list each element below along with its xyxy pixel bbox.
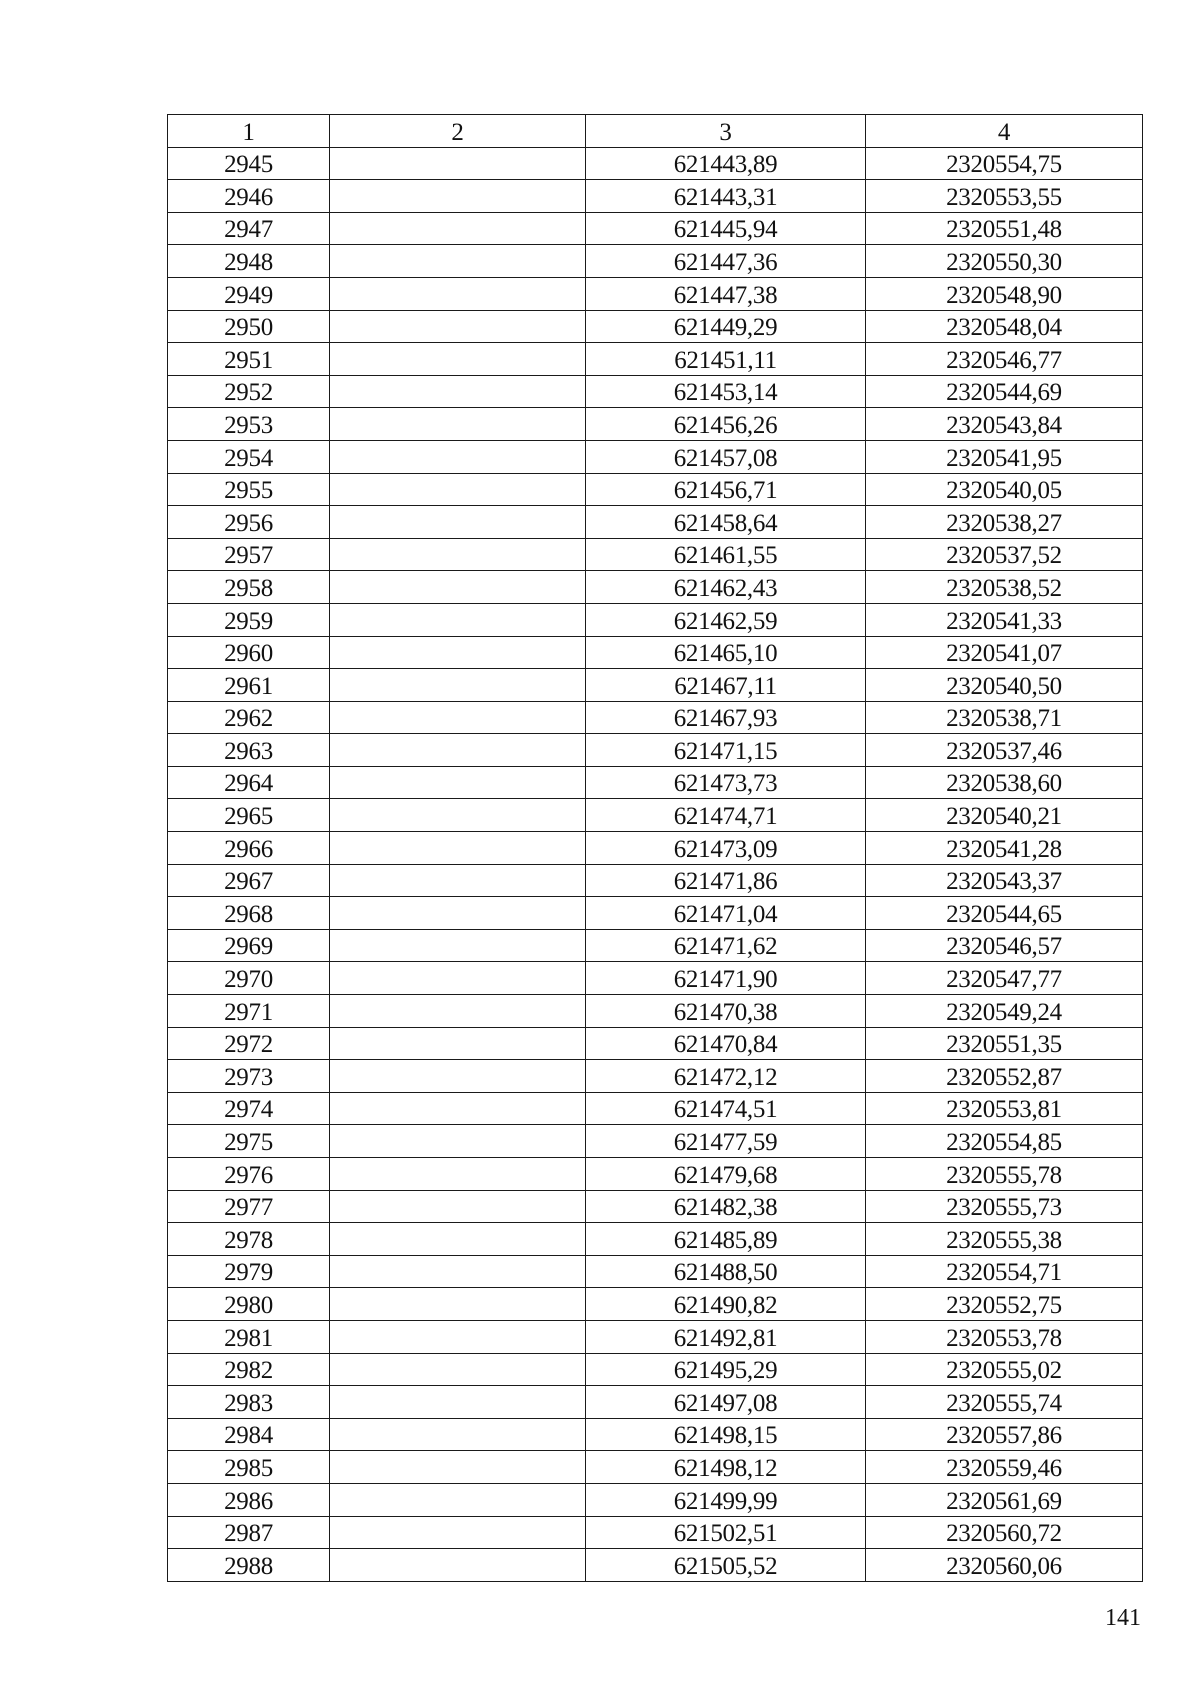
table-row	[168, 1125, 1143, 1158]
x-coordinate-cell: 621488,50	[586, 1255, 866, 1288]
point-number-cell: 2974	[168, 1092, 330, 1125]
empty-cell	[330, 245, 586, 278]
x-coordinate-cell: 621471,86	[586, 864, 866, 897]
table-row	[168, 1027, 1143, 1060]
x-coordinate-cell: 621473,73	[586, 766, 866, 799]
empty-cell	[330, 1092, 586, 1125]
y-coordinate-cell: 2320543,37	[866, 864, 1143, 897]
x-coordinate-cell: 621498,15	[586, 1418, 866, 1451]
empty-cell	[330, 212, 586, 245]
x-coordinate-cell: 621447,38	[586, 277, 866, 310]
table-row	[168, 245, 1143, 278]
point-number-cell: 2960	[168, 636, 330, 669]
empty-cell	[330, 147, 586, 180]
y-coordinate-cell: 2320538,71	[866, 701, 1143, 734]
table-row	[168, 929, 1143, 962]
table-row	[168, 1223, 1143, 1256]
empty-cell	[330, 669, 586, 702]
table-row	[168, 440, 1143, 473]
empty-cell	[330, 571, 586, 604]
y-coordinate-cell: 2320552,87	[866, 1060, 1143, 1093]
y-coordinate-cell: 2320544,65	[866, 897, 1143, 930]
y-coordinate-cell: 2320538,27	[866, 506, 1143, 539]
table-row	[168, 799, 1143, 832]
empty-cell	[330, 506, 586, 539]
table-row	[168, 147, 1143, 180]
point-number-cell: 2946	[168, 180, 330, 213]
y-coordinate-cell: 2320549,24	[866, 995, 1143, 1028]
y-coordinate-cell: 2320543,84	[866, 408, 1143, 441]
table-row	[168, 962, 1143, 995]
empty-cell	[330, 766, 586, 799]
y-coordinate-cell: 2320555,38	[866, 1223, 1143, 1256]
y-coordinate-cell: 2320555,73	[866, 1190, 1143, 1223]
y-coordinate-cell: 2320540,21	[866, 799, 1143, 832]
x-coordinate-cell: 621485,89	[586, 1223, 866, 1256]
table-row	[168, 995, 1143, 1028]
empty-cell	[330, 1516, 586, 1549]
empty-cell	[330, 277, 586, 310]
point-number-cell: 2987	[168, 1516, 330, 1549]
point-number-cell: 2961	[168, 669, 330, 702]
point-number-cell: 2973	[168, 1060, 330, 1093]
x-coordinate-cell: 621477,59	[586, 1125, 866, 1158]
x-coordinate-cell: 621471,04	[586, 897, 866, 930]
x-coordinate-cell: 621456,26	[586, 408, 866, 441]
empty-cell	[330, 734, 586, 767]
x-coordinate-cell: 621447,36	[586, 245, 866, 278]
empty-cell	[330, 864, 586, 897]
table-row	[168, 571, 1143, 604]
empty-cell	[330, 1190, 586, 1223]
y-coordinate-cell: 2320553,81	[866, 1092, 1143, 1125]
table-body	[168, 147, 1143, 1581]
x-coordinate-cell: 621474,71	[586, 799, 866, 832]
y-coordinate-cell: 2320540,50	[866, 669, 1143, 702]
point-number-cell: 2983	[168, 1386, 330, 1419]
empty-cell	[330, 1353, 586, 1386]
point-number-cell: 2953	[168, 408, 330, 441]
empty-cell	[330, 375, 586, 408]
y-coordinate-cell: 2320553,55	[866, 180, 1143, 213]
table-row	[168, 408, 1143, 441]
empty-cell	[330, 603, 586, 636]
table-row	[168, 1158, 1143, 1191]
table-row	[168, 1516, 1143, 1549]
x-coordinate-cell: 621471,15	[586, 734, 866, 767]
empty-cell	[330, 180, 586, 213]
point-number-cell: 2984	[168, 1418, 330, 1451]
empty-cell	[330, 897, 586, 930]
table-row	[168, 669, 1143, 702]
y-coordinate-cell: 2320548,04	[866, 310, 1143, 343]
column-header-2: 2	[330, 115, 586, 148]
y-coordinate-cell: 2320537,52	[866, 538, 1143, 571]
table-row	[168, 1451, 1143, 1484]
table-row	[168, 766, 1143, 799]
x-coordinate-cell: 621457,08	[586, 440, 866, 473]
x-coordinate-cell: 621505,52	[586, 1549, 866, 1582]
x-coordinate-cell: 621471,62	[586, 929, 866, 962]
point-number-cell: 2955	[168, 473, 330, 506]
table-row	[168, 1092, 1143, 1125]
point-number-cell: 2977	[168, 1190, 330, 1223]
empty-cell	[330, 1158, 586, 1191]
table-row	[168, 1288, 1143, 1321]
y-coordinate-cell: 2320538,60	[866, 766, 1143, 799]
point-number-cell: 2949	[168, 277, 330, 310]
point-number-cell: 2979	[168, 1255, 330, 1288]
y-coordinate-cell: 2320553,78	[866, 1320, 1143, 1353]
y-coordinate-cell: 2320541,33	[866, 603, 1143, 636]
point-number-cell: 2947	[168, 212, 330, 245]
point-number-cell: 2975	[168, 1125, 330, 1158]
point-number-cell: 2957	[168, 538, 330, 571]
empty-cell	[330, 1288, 586, 1321]
empty-cell	[330, 995, 586, 1028]
y-coordinate-cell: 2320547,77	[866, 962, 1143, 995]
point-number-cell: 2967	[168, 864, 330, 897]
page-number: 141	[1105, 1605, 1141, 1631]
empty-cell	[330, 1549, 586, 1582]
point-number-cell: 2978	[168, 1223, 330, 1256]
table-row	[168, 1353, 1143, 1386]
y-coordinate-cell: 2320541,28	[866, 832, 1143, 865]
y-coordinate-cell: 2320537,46	[866, 734, 1143, 767]
point-number-cell: 2966	[168, 832, 330, 865]
column-header-3: 3	[586, 115, 866, 148]
table-row	[168, 310, 1143, 343]
x-coordinate-cell: 621465,10	[586, 636, 866, 669]
point-number-cell: 2980	[168, 1288, 330, 1321]
table-row	[168, 1483, 1143, 1516]
y-coordinate-cell: 2320561,69	[866, 1483, 1143, 1516]
point-number-cell: 2985	[168, 1451, 330, 1484]
x-coordinate-cell: 621462,59	[586, 603, 866, 636]
y-coordinate-cell: 2320551,48	[866, 212, 1143, 245]
empty-cell	[330, 1483, 586, 1516]
point-number-cell: 2948	[168, 245, 330, 278]
point-number-cell: 2958	[168, 571, 330, 604]
point-number-cell: 2986	[168, 1483, 330, 1516]
column-header-4: 4	[866, 115, 1143, 148]
empty-cell	[330, 701, 586, 734]
y-coordinate-cell: 2320554,71	[866, 1255, 1143, 1288]
empty-cell	[330, 929, 586, 962]
table-row	[168, 375, 1143, 408]
y-coordinate-cell: 2320546,77	[866, 343, 1143, 376]
empty-cell	[330, 310, 586, 343]
point-number-cell: 2972	[168, 1027, 330, 1060]
table-row	[168, 343, 1143, 376]
table-row	[168, 1418, 1143, 1451]
table-row	[168, 1320, 1143, 1353]
table-row	[168, 701, 1143, 734]
header-row	[168, 115, 1143, 148]
point-number-cell: 2956	[168, 506, 330, 539]
table-row	[168, 473, 1143, 506]
empty-cell	[330, 538, 586, 571]
empty-cell	[330, 408, 586, 441]
y-coordinate-cell: 2320560,06	[866, 1549, 1143, 1582]
y-coordinate-cell: 2320538,52	[866, 571, 1143, 604]
point-number-cell: 2952	[168, 375, 330, 408]
y-coordinate-cell: 2320555,74	[866, 1386, 1143, 1419]
x-coordinate-cell: 621472,12	[586, 1060, 866, 1093]
y-coordinate-cell: 2320550,30	[866, 245, 1143, 278]
table-row	[168, 864, 1143, 897]
point-number-cell: 2951	[168, 343, 330, 376]
y-coordinate-cell: 2320557,86	[866, 1418, 1143, 1451]
y-coordinate-cell: 2320560,72	[866, 1516, 1143, 1549]
x-coordinate-cell: 621473,09	[586, 832, 866, 865]
x-coordinate-cell: 621470,38	[586, 995, 866, 1028]
empty-cell	[330, 1027, 586, 1060]
table-row	[168, 1060, 1143, 1093]
table-row	[168, 506, 1143, 539]
y-coordinate-cell: 2320544,69	[866, 375, 1143, 408]
x-coordinate-cell: 621467,11	[586, 669, 866, 702]
x-coordinate-cell: 621492,81	[586, 1320, 866, 1353]
y-coordinate-cell: 2320548,90	[866, 277, 1143, 310]
x-coordinate-cell: 621474,51	[586, 1092, 866, 1125]
point-number-cell: 2988	[168, 1549, 330, 1582]
point-number-cell: 2968	[168, 897, 330, 930]
y-coordinate-cell: 2320541,95	[866, 440, 1143, 473]
point-number-cell: 2950	[168, 310, 330, 343]
point-number-cell: 2976	[168, 1158, 330, 1191]
empty-cell	[330, 1125, 586, 1158]
table-row	[168, 1190, 1143, 1223]
empty-cell	[330, 1223, 586, 1256]
point-number-cell: 2963	[168, 734, 330, 767]
table-header	[168, 115, 1143, 148]
y-coordinate-cell: 2320559,46	[866, 1451, 1143, 1484]
point-number-cell: 2982	[168, 1353, 330, 1386]
empty-cell	[330, 1255, 586, 1288]
x-coordinate-cell: 621462,43	[586, 571, 866, 604]
y-coordinate-cell: 2320551,35	[866, 1027, 1143, 1060]
point-number-cell: 2964	[168, 766, 330, 799]
x-coordinate-cell: 621479,68	[586, 1158, 866, 1191]
coordinates-table	[167, 114, 1143, 1582]
empty-cell	[330, 1451, 586, 1484]
column-header-1: 1	[168, 115, 330, 148]
x-coordinate-cell: 621443,89	[586, 147, 866, 180]
table-row	[168, 1549, 1143, 1582]
x-coordinate-cell: 621490,82	[586, 1288, 866, 1321]
point-number-cell: 2965	[168, 799, 330, 832]
y-coordinate-cell: 2320554,75	[866, 147, 1143, 180]
x-coordinate-cell: 621482,38	[586, 1190, 866, 1223]
x-coordinate-cell: 621451,11	[586, 343, 866, 376]
empty-cell	[330, 962, 586, 995]
point-number-cell: 2954	[168, 440, 330, 473]
table-row	[168, 538, 1143, 571]
x-coordinate-cell: 621470,84	[586, 1027, 866, 1060]
y-coordinate-cell: 2320555,02	[866, 1353, 1143, 1386]
y-coordinate-cell: 2320546,57	[866, 929, 1143, 962]
table-row	[168, 603, 1143, 636]
x-coordinate-cell: 621456,71	[586, 473, 866, 506]
table-row	[168, 832, 1143, 865]
point-number-cell: 2971	[168, 995, 330, 1028]
table-row	[168, 1386, 1143, 1419]
table-row	[168, 180, 1143, 213]
x-coordinate-cell: 621499,99	[586, 1483, 866, 1516]
point-number-cell: 2970	[168, 962, 330, 995]
x-coordinate-cell: 621453,14	[586, 375, 866, 408]
empty-cell	[330, 1418, 586, 1451]
y-coordinate-cell: 2320552,75	[866, 1288, 1143, 1321]
empty-cell	[330, 473, 586, 506]
x-coordinate-cell: 621445,94	[586, 212, 866, 245]
table-row	[168, 212, 1143, 245]
point-number-cell: 2959	[168, 603, 330, 636]
table-row	[168, 277, 1143, 310]
point-number-cell: 2981	[168, 1320, 330, 1353]
x-coordinate-cell: 621497,08	[586, 1386, 866, 1419]
x-coordinate-cell: 621502,51	[586, 1516, 866, 1549]
x-coordinate-cell: 621467,93	[586, 701, 866, 734]
y-coordinate-cell: 2320541,07	[866, 636, 1143, 669]
x-coordinate-cell: 621461,55	[586, 538, 866, 571]
x-coordinate-cell: 621495,29	[586, 1353, 866, 1386]
table-row	[168, 1255, 1143, 1288]
empty-cell	[330, 440, 586, 473]
y-coordinate-cell: 2320554,85	[866, 1125, 1143, 1158]
table-row	[168, 636, 1143, 669]
empty-cell	[330, 1060, 586, 1093]
x-coordinate-cell: 621471,90	[586, 962, 866, 995]
empty-cell	[330, 1386, 586, 1419]
point-number-cell: 2962	[168, 701, 330, 734]
empty-cell	[330, 832, 586, 865]
empty-cell	[330, 343, 586, 376]
empty-cell	[330, 636, 586, 669]
x-coordinate-cell: 621458,64	[586, 506, 866, 539]
x-coordinate-cell: 621443,31	[586, 180, 866, 213]
empty-cell	[330, 799, 586, 832]
point-number-cell: 2969	[168, 929, 330, 962]
point-number-cell: 2945	[168, 147, 330, 180]
y-coordinate-cell: 2320555,78	[866, 1158, 1143, 1191]
x-coordinate-cell: 621449,29	[586, 310, 866, 343]
y-coordinate-cell: 2320540,05	[866, 473, 1143, 506]
table-row	[168, 734, 1143, 767]
table-row	[168, 897, 1143, 930]
empty-cell	[330, 1320, 586, 1353]
x-coordinate-cell: 621498,12	[586, 1451, 866, 1484]
